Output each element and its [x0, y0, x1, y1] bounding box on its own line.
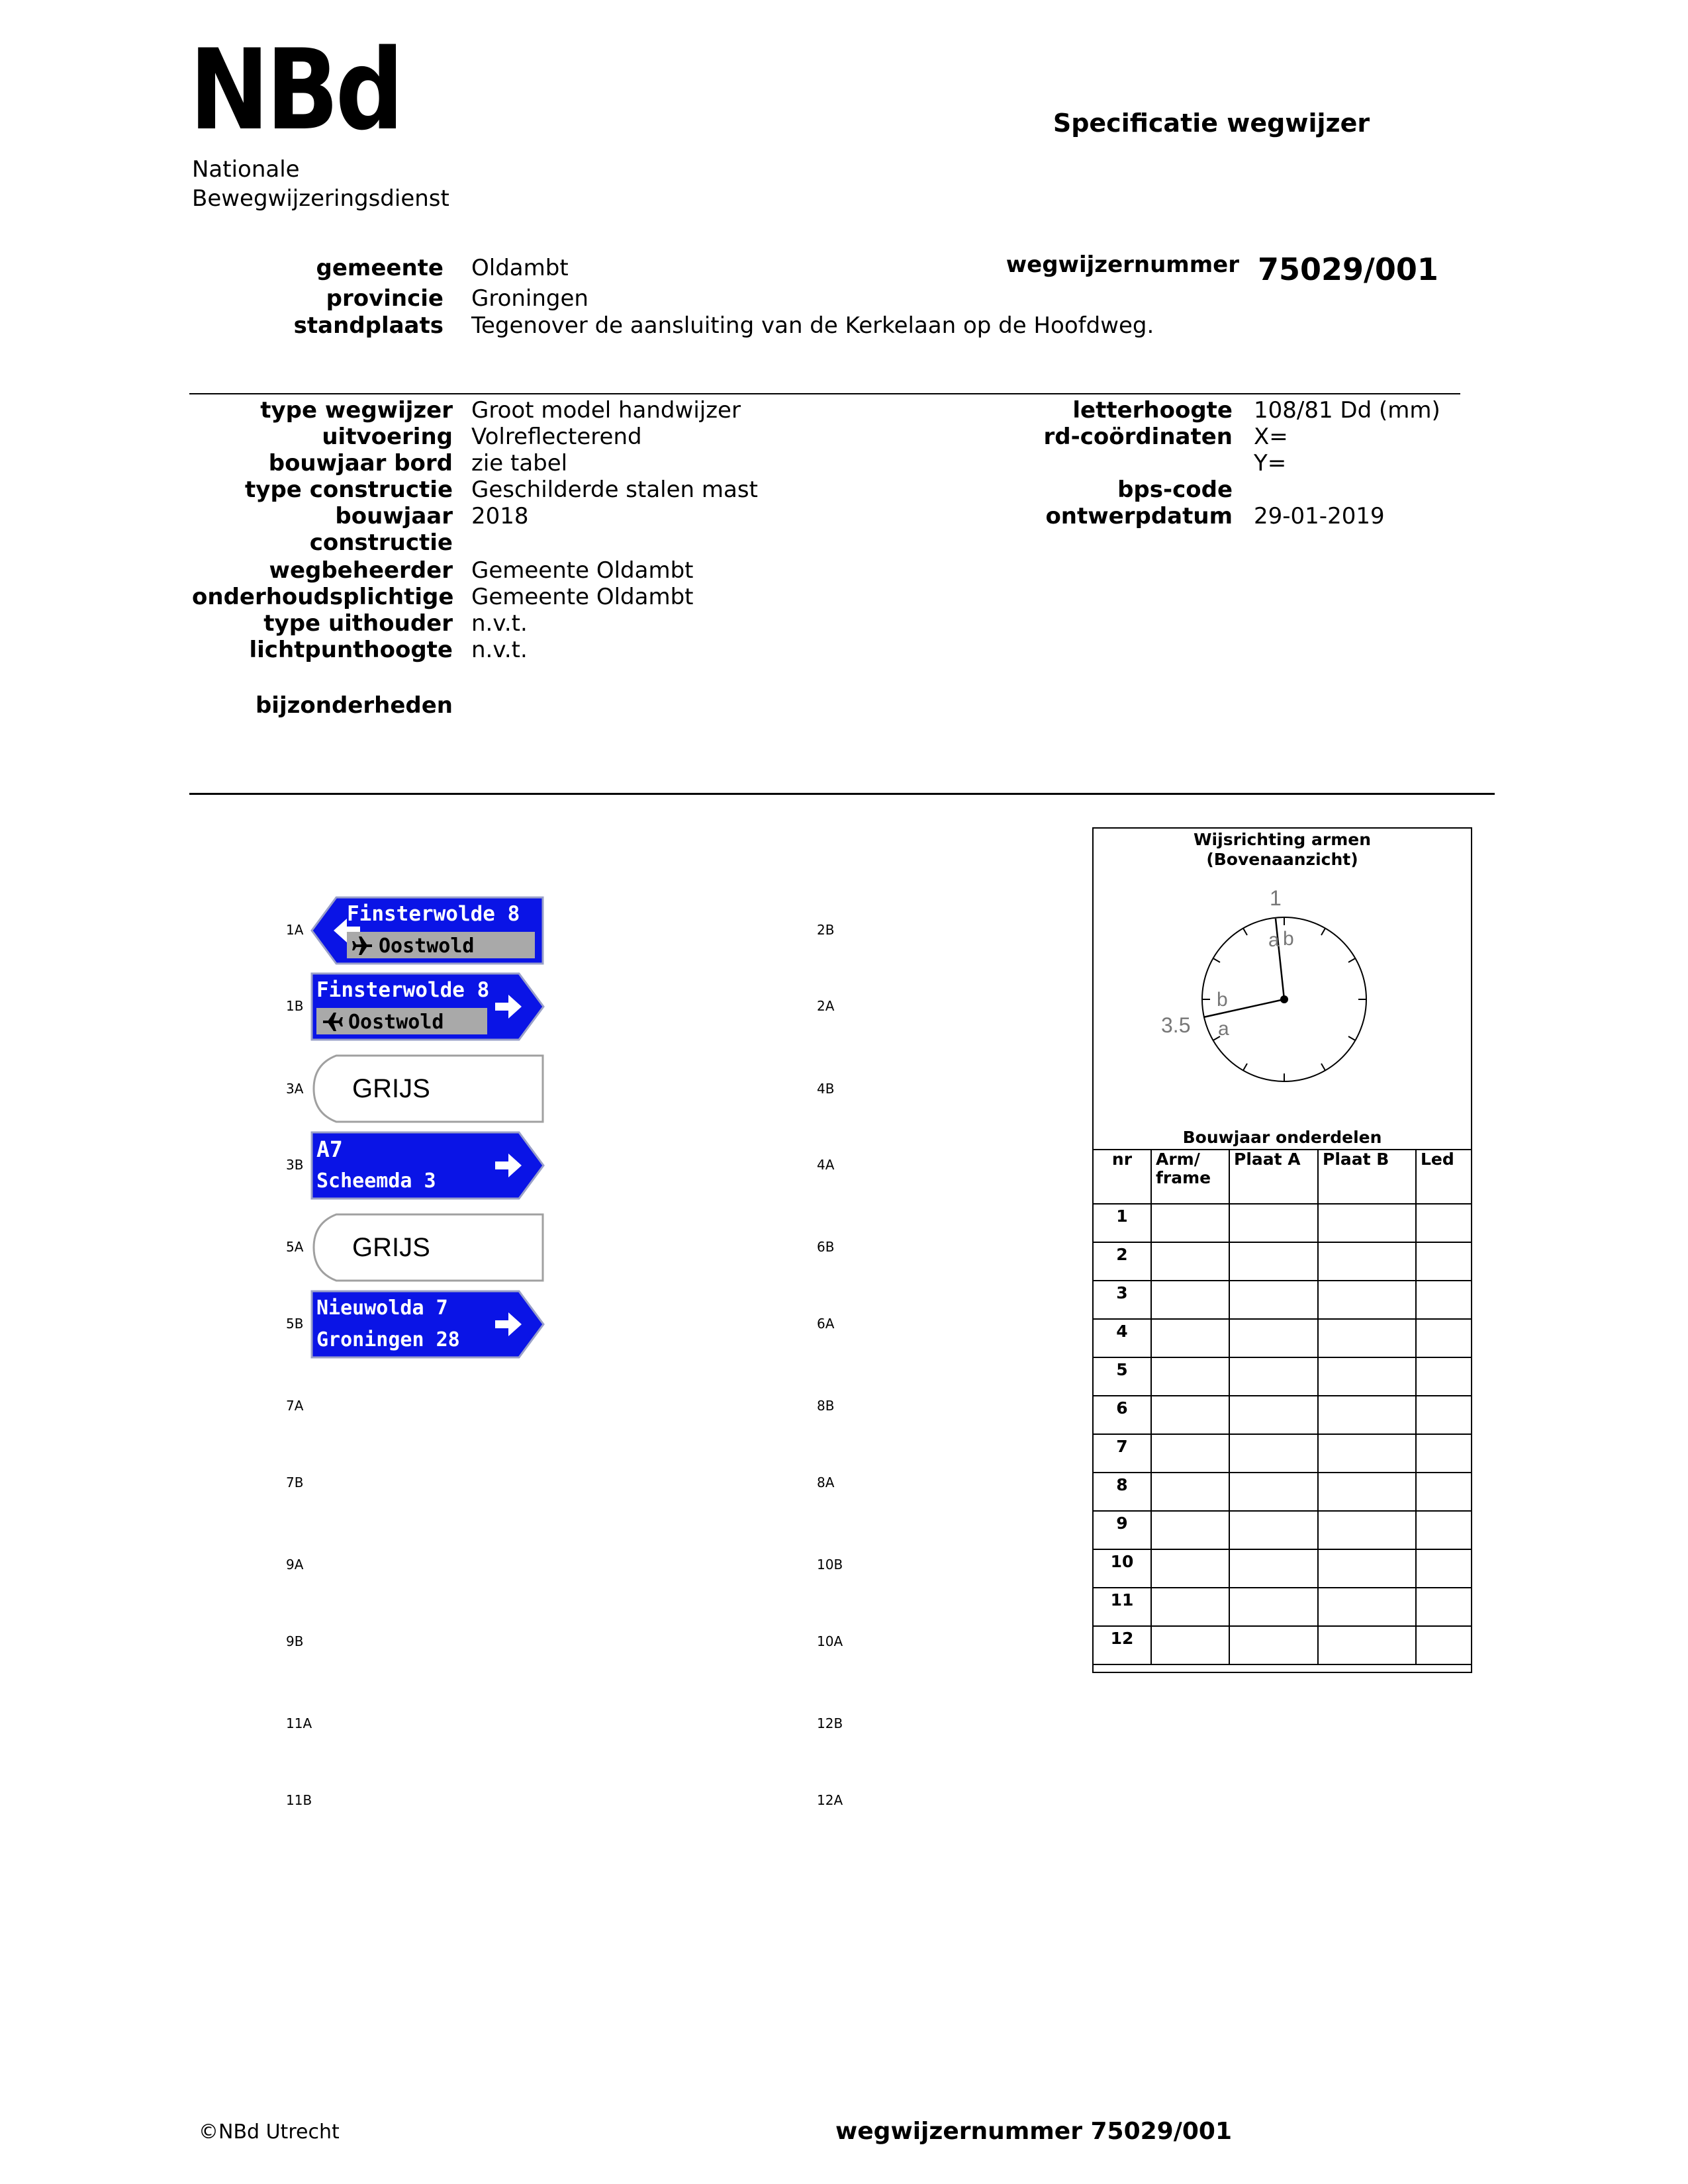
table-cell — [1416, 1357, 1472, 1396]
sign-position-label: 11B — [286, 1792, 312, 1808]
table-cell — [1151, 1473, 1229, 1511]
sign-position-label: 12A — [817, 1792, 843, 1808]
col-plaat-a: Plaat A — [1229, 1150, 1318, 1204]
sign-position-label: 9B — [286, 1633, 304, 1649]
sign-position-label: 12B — [817, 1715, 843, 1731]
sign-position-label: 1A — [286, 922, 304, 938]
table-cell — [1151, 1434, 1229, 1473]
table-cell — [1318, 1319, 1416, 1357]
table-cell — [1416, 1204, 1472, 1242]
table-cell — [1151, 1242, 1229, 1281]
spec-label: wegbeheerder — [269, 557, 453, 584]
row-number: 2 — [1093, 1242, 1151, 1281]
table-cell — [1151, 1588, 1229, 1626]
sign-position-label: 8B — [817, 1398, 835, 1414]
wegwijzernummer-value: 75029/001 — [1258, 251, 1438, 287]
table-cell — [1229, 1549, 1318, 1588]
table-row — [1093, 1473, 1472, 1511]
dial-arm-label-b2: b — [1217, 989, 1228, 1011]
spec-label: type constructie — [245, 477, 453, 503]
divider-top — [189, 393, 1460, 394]
sign-5A — [310, 1212, 545, 1283]
table-cell — [1318, 1626, 1416, 1664]
row-number: 3 — [1093, 1281, 1151, 1319]
table-cell — [1416, 1626, 1472, 1664]
table-cell — [1151, 1281, 1229, 1319]
sign-5A-text: GRIJS — [352, 1233, 430, 1262]
sign-1A — [310, 895, 545, 966]
dial-tick — [1321, 1064, 1325, 1070]
table-cell — [1318, 1204, 1416, 1242]
sign-position-label: 2A — [817, 998, 835, 1014]
table-cell — [1229, 1434, 1318, 1473]
table-row — [1093, 1281, 1472, 1319]
spec-value: Gemeente Oldambt — [471, 584, 694, 610]
row-number: 1 — [1093, 1204, 1151, 1242]
table-cell — [1318, 1473, 1416, 1511]
sign-position-label: 3A — [286, 1081, 304, 1097]
table-cell — [1318, 1588, 1416, 1626]
bouwjaar-table — [1092, 1149, 1472, 1665]
table-cell — [1416, 1396, 1472, 1434]
row-number: 8 — [1093, 1473, 1151, 1511]
spec-value: X= — [1254, 424, 1288, 450]
table-row — [1093, 1319, 1472, 1357]
table-cell — [1416, 1434, 1472, 1473]
table-cell — [1151, 1319, 1229, 1357]
table-row — [1093, 1357, 1472, 1396]
sign-position-label: 9A — [286, 1557, 304, 1572]
sign-position-label: 5B — [286, 1316, 304, 1332]
table-row — [1093, 1434, 1472, 1473]
spec-label: type uithouder — [263, 610, 453, 637]
sign-3B-line1: A7 — [316, 1136, 343, 1162]
dial-arm-label-a2: a — [1218, 1018, 1229, 1040]
col-nr: nr — [1093, 1150, 1151, 1204]
table-cell — [1151, 1396, 1229, 1434]
sign-position-label: 11A — [286, 1715, 312, 1731]
col-plaat-b: Plaat B — [1318, 1150, 1416, 1204]
gemeente-value: Oldambt — [471, 255, 569, 281]
table-cell — [1151, 1549, 1229, 1588]
spec-value: Groot model handwijzer — [471, 397, 741, 424]
row-number: 6 — [1093, 1396, 1151, 1434]
bijzonderheden-label: bijzonderheden — [255, 692, 453, 719]
table-cell — [1416, 1242, 1472, 1281]
sign-5B — [310, 1289, 545, 1359]
sign-position-label: 4A — [817, 1157, 835, 1173]
dial-tick — [1243, 929, 1247, 935]
dial-arm-label-a1: a — [1268, 929, 1280, 951]
spec-value: Volreflecterend — [471, 424, 642, 450]
bouwjaar-title: Bouwjaar onderdelen — [1182, 1128, 1382, 1147]
spec-value: 29-01-2019 — [1254, 503, 1385, 529]
spec-label: rd-coördinaten — [1043, 424, 1233, 450]
spec-label: lichtpunthoogte — [249, 637, 453, 663]
dial-tick — [1243, 1064, 1247, 1070]
table-cell — [1229, 1511, 1318, 1549]
spec-label: uitvoering — [322, 424, 453, 450]
table-cell — [1229, 1473, 1318, 1511]
table-cell — [1416, 1319, 1472, 1357]
table-row — [1093, 1626, 1472, 1664]
footer-copyright: ©NBd Utrecht — [199, 2120, 340, 2144]
table-cell — [1318, 1396, 1416, 1434]
spec-label: ontwerpdatum — [1045, 503, 1233, 529]
row-number: 11 — [1093, 1588, 1151, 1626]
logo-line-2: Bewegwijzeringsdienst — [192, 185, 449, 212]
sign-position-label: 5A — [286, 1239, 304, 1255]
spec-label: onderhoudsplichtige — [192, 584, 454, 610]
sign-5B-line1: Nieuwolda 7 — [316, 1297, 448, 1320]
dial-top-label: 1 — [1270, 886, 1282, 910]
spec-label: constructie — [309, 529, 453, 556]
sign-position-label: 4B — [817, 1081, 835, 1097]
table-cell — [1151, 1511, 1229, 1549]
dial-title-1: Wijsrichting armen — [1193, 830, 1372, 849]
table-cell — [1229, 1242, 1318, 1281]
row-number: 10 — [1093, 1549, 1151, 1588]
table-cell — [1151, 1204, 1229, 1242]
sign-5B-line2: Groningen 28 — [316, 1328, 460, 1351]
sign-position-label: 8A — [817, 1475, 835, 1490]
col-arm-frame: Arm/ frame — [1151, 1150, 1229, 1204]
direction-dial — [1161, 874, 1383, 1099]
spec-value: Gemeente Oldambt — [471, 557, 694, 584]
dial-tick — [1213, 958, 1220, 962]
table-cell — [1318, 1511, 1416, 1549]
table-row — [1093, 1549, 1472, 1588]
spec-value: Geschilderde stalen mast — [471, 477, 758, 503]
dial-left-label: 3.5 — [1161, 1013, 1191, 1037]
sign-position-label: 6A — [817, 1316, 835, 1332]
spec-value: zie tabel — [471, 450, 568, 477]
spec-label: letterhoogte — [1072, 397, 1233, 424]
provincie-label: provincie — [326, 285, 444, 312]
sign-position-label: 7A — [286, 1398, 304, 1414]
table-cell — [1229, 1626, 1318, 1664]
sign-position-label: 10B — [817, 1557, 843, 1572]
document-title: Specificatie wegwijzer — [1053, 109, 1370, 138]
row-number: 9 — [1093, 1511, 1151, 1549]
gemeente-label: gemeente — [316, 255, 444, 281]
table-cell — [1229, 1588, 1318, 1626]
table-cell — [1229, 1204, 1318, 1242]
sign-1A-line1: Finsterwolde 8 — [347, 902, 520, 926]
standplaats-value: Tegenover de aansluiting van de Kerkelaan op de Hoofdweg. — [471, 312, 1154, 339]
sign-3B — [310, 1130, 545, 1201]
sign-3A — [310, 1054, 545, 1124]
spec-value: 2018 — [471, 503, 529, 529]
table-row — [1093, 1511, 1472, 1549]
logo-line-1: Nationale — [192, 156, 300, 183]
logo-acronym: NBd — [189, 25, 400, 155]
dial-tick — [1348, 958, 1355, 962]
table-cell — [1229, 1319, 1318, 1357]
table-row — [1093, 1204, 1472, 1242]
spec-value: n.v.t. — [471, 637, 528, 663]
spec-value: n.v.t. — [471, 610, 528, 637]
table-cell — [1229, 1357, 1318, 1396]
provincie-value: Groningen — [471, 285, 588, 312]
table-cell — [1151, 1357, 1229, 1396]
dial-tick — [1348, 1036, 1355, 1040]
table-cell — [1416, 1281, 1472, 1319]
dial-title-2: (Bovenaanzicht) — [1206, 850, 1358, 869]
table-cell — [1318, 1549, 1416, 1588]
table-row — [1093, 1242, 1472, 1281]
table-cell — [1318, 1242, 1416, 1281]
sign-1A-line2: Oostwold — [379, 934, 475, 958]
sign-position-label: 6B — [817, 1239, 835, 1255]
spec-label: bps-code — [1117, 477, 1233, 503]
table-cell — [1151, 1626, 1229, 1664]
row-number: 12 — [1093, 1626, 1151, 1664]
sign-1B-line1: Finsterwolde 8 — [316, 978, 490, 1002]
spec-value: Y= — [1254, 450, 1287, 477]
spec-value: 108/81 Dd (mm) — [1254, 397, 1440, 424]
sign-position-label: 7B — [286, 1475, 304, 1490]
table-cell — [1229, 1281, 1318, 1319]
row-number: 5 — [1093, 1357, 1151, 1396]
bouwjaar-header-row — [1093, 1150, 1472, 1204]
divider-bottom — [189, 793, 1495, 795]
table-row — [1093, 1588, 1472, 1626]
sign-position-label: 2B — [817, 922, 835, 938]
spec-label: bouwjaar bord — [268, 450, 453, 477]
spec-label: type wegwijzer — [260, 397, 453, 424]
row-number: 7 — [1093, 1434, 1151, 1473]
table-cell — [1416, 1473, 1472, 1511]
sign-3A-text: GRIJS — [352, 1074, 430, 1103]
table-row — [1093, 1396, 1472, 1434]
dial-tick — [1321, 929, 1325, 935]
table-cell — [1318, 1357, 1416, 1396]
table-cell — [1416, 1588, 1472, 1626]
table-cell — [1416, 1511, 1472, 1549]
table-cell — [1318, 1434, 1416, 1473]
table-cell — [1416, 1549, 1472, 1588]
footer-wegwijzernummer: wegwijzernummer 75029/001 — [835, 2118, 1233, 2145]
standplaats-label: standplaats — [293, 312, 444, 339]
sign-1B — [310, 972, 545, 1042]
spec-label: bouwjaar — [335, 503, 453, 529]
sign-position-label: 10A — [817, 1633, 843, 1649]
wegwijzernummer-label: wegwijzernummer — [1006, 251, 1239, 278]
dial-arm-label-b1: b — [1283, 928, 1294, 950]
sign-position-label: 1B — [286, 998, 304, 1014]
sign-1B-line2: Oostwold — [348, 1011, 444, 1034]
sign-3B-line2: Scheemda 3 — [316, 1169, 436, 1193]
table-cell — [1318, 1281, 1416, 1319]
sign-position-label: 3B — [286, 1157, 304, 1173]
table-cell — [1229, 1396, 1318, 1434]
col-led: Led — [1416, 1150, 1472, 1204]
row-number: 4 — [1093, 1319, 1151, 1357]
